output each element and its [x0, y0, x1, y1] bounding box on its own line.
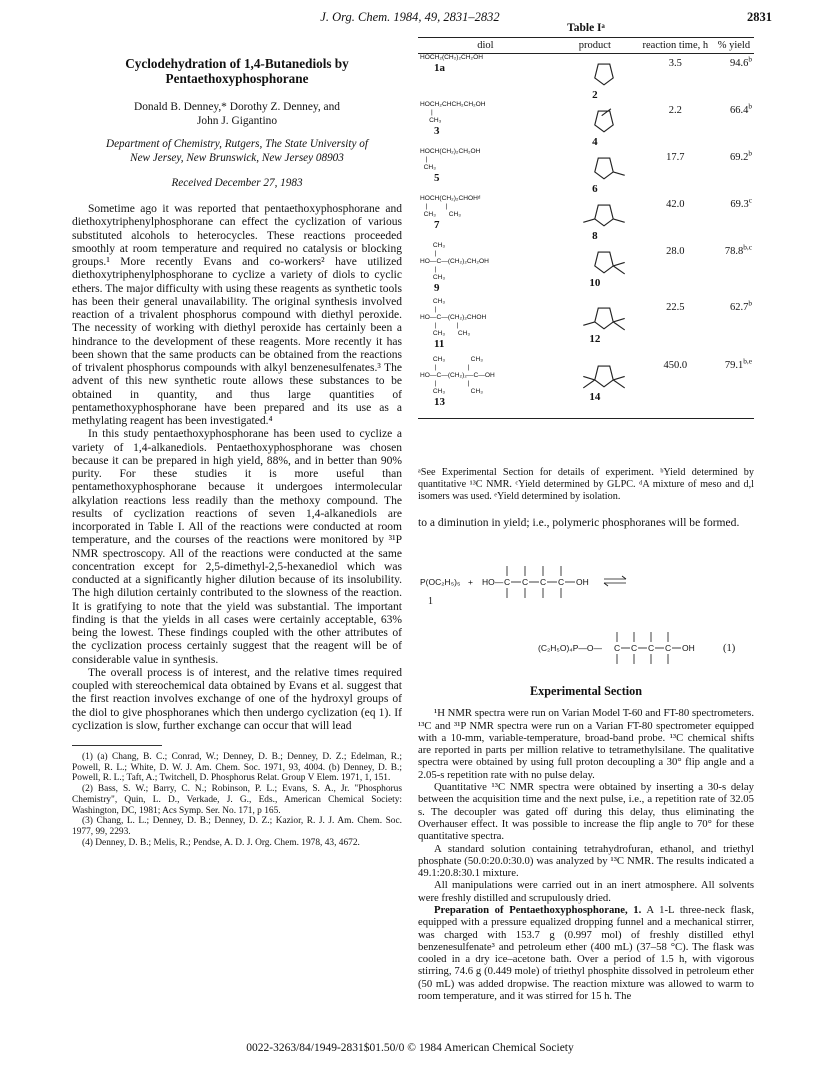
eq-plus: +: [468, 577, 473, 588]
footnote: (2) Bass, S. W.; Barry, C. N.; Robinson, P. L.; Evans, S. A., Jr. "Phosphorus Chemistry", Quin, L. D., Verkade, J. G., Eds., American Chemical Society: Washington, DC, 1981; Acs Symp. Ser. No. 171, p 165.: [72, 784, 402, 816]
authors: [72, 100, 402, 128]
right-column: [418, 22, 754, 1002]
table-row: [418, 148, 754, 195]
svg-text:C: C: [522, 577, 529, 588]
table-row: [418, 298, 754, 356]
diol-compound-number: 7: [434, 219, 440, 231]
title-line-1: Cyclodehydration of 1,4-Butanediols by: [125, 56, 349, 71]
affiliation-line-2: New Jersey, New Brunswick, New Jersey 08903: [130, 151, 344, 164]
footnote: (1) (a) Chang, B. C.; Conrad, W.; Denney, D. B.; Denney, D. Z.; Edelman, R.; Powell, R. L.; White, D. W. J. Am. Chem. Soc. 1971, 93, 4004. (b) Denney, D. B.; Powell, R. L.; Taft, A.; Twitchell, D. Phosphorus Relat. Group V Elem. 1971, 1, 151.: [72, 752, 402, 784]
product-cell: [553, 298, 637, 356]
eq-product-carbons: [614, 632, 695, 664]
table-footnote: ᵃSee Experimental Section for details of experiment. ᵇYield determined by quantitative ¹³C NMR. ᶜYield determined by GLPC. ᵈA mixture of meso and d,l isomers was used. ᵉYield determined by isolation.: [418, 467, 754, 502]
product-cell: [553, 54, 637, 102]
diol-cell: [418, 242, 553, 298]
diol-compound-number: 13: [434, 396, 445, 408]
diol-cell: [418, 356, 553, 419]
table-row: [418, 356, 754, 419]
diol-cell: [418, 298, 553, 356]
diol-structure: HOCH(CH₂)₂CHOHᵈ | | CH₃ CH₃: [420, 195, 481, 218]
reaction-time: 450.0: [637, 356, 714, 419]
product-compound-number: 6: [592, 183, 598, 195]
product-compound-number: 8: [592, 230, 598, 242]
product-cell: [553, 242, 637, 298]
thf-ring-structure: [555, 298, 635, 334]
svg-text:C: C: [558, 577, 565, 588]
table-caption: Table Iᵃ: [567, 22, 605, 34]
table-header-yield: % yield: [714, 38, 754, 54]
svg-text:OH: OH: [682, 643, 695, 654]
diol-cell: [418, 148, 553, 195]
percent-yield: 78.8$^{b,c}$: [724, 242, 752, 257]
footnotes: [72, 752, 402, 848]
diol-structure: CH₃ | HO—C—(CH₂)₂CHOH | | CH₃ CH₃: [420, 298, 487, 337]
percent-yield: 69.2$^b$: [729, 148, 752, 163]
prep-heading: Preparation of Pentaethoxyphosphorane, 1.: [434, 904, 642, 916]
body-paragraph: In this study pentaethoxyphosphorane has been used to cyclize a variety of 1,4-alkanediols. Pentaethoxyphosphorane was chosen because it can be prepared in high yield, 88%, and in better than 90% purity. For these studies it is more useful than pentamethoxyphosphorane because it undergoes intermolecular alkylation reactions less readily than the methoxy compound. The results of cyclization reactions of seven 1,4-alkanediols are incorporated in Table I. All of the reactions were conducted at room temperature, and the courses of the reactions were monitored by ³¹P NMR spectroscopy. All of the reactions were conducted at the same concentration except for 2,5-dimethyl-2,5-hexanediol which was conducted at a significantly higher dilution because of its insolubility. The high dilution certainly contributed to the slowness of the reaction. It is gratifying to note that the yield was substantial. The important finding is that the yields in all cases were certainly acceptable, 63% being the lowest. These findings coupled with the other attributes of the cyclization process certainly suggest that the reagent will be of considerable value in synthesis.: [72, 428, 402, 666]
eq-number: (1): [723, 643, 736, 655]
diol-compound-number: 1a: [434, 62, 445, 74]
table-row: [418, 242, 754, 298]
exp-paragraph: A standard solution containing tetrahydrofuran, ethanol, and triethyl phosphate (50.0:20.0:30.0) was analyzed by ¹³C NMR. The results indicated a 49.1:20.8:30.1 mixture.: [418, 842, 754, 880]
table-row: [418, 54, 754, 102]
received-date: Received December 27, 1983: [171, 177, 303, 189]
eq-arrow: [604, 576, 626, 586]
svg-text:OH: OH: [576, 577, 589, 588]
article-body: [72, 203, 402, 733]
table-row: [418, 195, 754, 242]
equation-1: [418, 530, 754, 670]
left-column: [72, 46, 402, 848]
product-compound-number: 14: [589, 391, 601, 403]
percent-yield: 62.7$^b$: [729, 298, 752, 313]
product-compound-number: 4: [592, 136, 598, 148]
reaction-time: 22.5: [666, 302, 685, 313]
diol-structure: HOCH₂CHCH₂CH₂OH | CH₃: [420, 101, 486, 124]
svg-text:C: C: [631, 643, 638, 654]
eq-diol-carbons: [504, 566, 589, 598]
table-1: [418, 37, 754, 419]
svg-text:C: C: [648, 643, 655, 654]
footnote: (4) Denney, D. B.; Melis, R.; Pendse, A. D. J. Org. Chem. 1978, 43, 4672.: [82, 837, 360, 848]
reaction-time: 2.2: [668, 105, 682, 116]
diol-cell: [418, 195, 553, 242]
eq-label-1: 1: [428, 596, 433, 608]
reaction-time: 28.0: [666, 246, 685, 257]
thf-ring-structure: [555, 195, 635, 231]
diol-compound-number: 9: [434, 282, 440, 294]
diol-compound-number: 5: [434, 172, 440, 184]
authors-line-2: John J. Gigantino: [196, 115, 278, 127]
product-cell: [553, 356, 637, 419]
diol-compound-number: 3: [434, 125, 440, 137]
experimental-heading: Experimental Section: [529, 684, 643, 699]
diol-structure: HOCH₂(CH₂)₂CH₂OH: [420, 54, 483, 61]
exp-paragraph: Quantitative ¹³C NMR spectra were obtained by inserting a 30-s delay between the acquisition time and the next pulse, i.e., a repetition rate of 32.05 s. The decoupler was gated off during this delay, thus eliminating the Overhauser effect. It was possible to increase the flip angle to 70° for these quantitative spectra.: [418, 781, 754, 843]
percent-yield: 79.1$^{b,e}$: [714, 356, 754, 419]
percent-yield: 94.6$^b$: [729, 54, 752, 69]
equation-structure: [418, 530, 754, 670]
experimental-body: [418, 707, 754, 1002]
footnote-rule: [72, 745, 162, 746]
product-compound-number: 2: [592, 89, 598, 101]
exp-paragraph: ¹H NMR spectra were run on Varian Model T-60 and FT-80 spectrometers. ¹³C and ³¹P NMR spectra were run on a Varian FT-80 spectrometer equipped with a 10-mm, variable-temperature, broad-band probe. ¹³C chemical shifts are reported in parts per million relative to tetramethylsilane. The qualitative spectra were obtained by using full proton decoupling a 30° flip angle and a 2.05-s repetition rate with no pulse delay.: [418, 707, 754, 781]
affiliation: [72, 138, 402, 165]
product-cell: [553, 195, 637, 242]
thf-ring-structure: [555, 242, 635, 278]
table-header-product: product: [553, 38, 637, 54]
exp-paragraph: All manipulations were carried out in an inert atmosphere. All solvents were freshly distilled and scrupulously dried.: [418, 879, 754, 904]
continuation-text: to a diminution in yield; i.e., polymeric phosphoranes will be formed.: [418, 517, 740, 529]
svg-text:C: C: [665, 643, 672, 654]
authors-line-1: Donald B. Denney,* Dorothy Z. Denney, and: [133, 101, 341, 113]
percent-yield: 69.3$^c$: [730, 195, 752, 210]
eq-reagent: P(OC₂H₅)₅: [420, 577, 461, 588]
svg-text:C: C: [540, 577, 547, 588]
product-compound-number: 12: [589, 333, 601, 345]
product-cell: [553, 101, 637, 148]
thf-ring-structure: [555, 54, 635, 90]
table-header-time: reaction time, h: [637, 38, 714, 54]
table-row: [418, 101, 754, 148]
reaction-time: 42.0: [666, 199, 685, 210]
diol-structure: CH₃ | HO—C—(CH₂)₂CH₂OH | CH₃: [420, 242, 489, 281]
article-title: [72, 56, 402, 86]
svg-text:C: C: [614, 643, 621, 654]
reaction-time: 17.7: [666, 152, 685, 163]
table-header-diol: diol: [418, 38, 553, 54]
product-cell: [553, 148, 637, 195]
product-compound-number: 10: [589, 277, 601, 289]
diol-cell: [418, 54, 553, 102]
diol-compound-number: 11: [434, 338, 445, 350]
diol-cell: [418, 101, 553, 148]
page-footer: 0022-3263/84/1949-2831$01.50/0 © 1984 American Chemical Society: [246, 1042, 574, 1054]
thf-ring-structure: [555, 356, 635, 392]
affiliation-line-1: Department of Chemistry, Rutgers, The State University of: [106, 138, 368, 150]
journal-citation: J. Org. Chem. 1984, 49, 2831–2832: [320, 10, 500, 24]
exp-paragraph: [418, 904, 754, 1002]
diol-structure: HOCH(CH₂)₂CH₂OH | CH₃: [420, 148, 481, 171]
title-line-2: Pentaethoxyphosphorane: [165, 71, 309, 86]
page-number: 2831: [747, 10, 772, 24]
diol-structure: CH₃ CH₃ | | HO—C—(CH₂)₂—C—OH | | CH₃ CH₃: [420, 356, 495, 395]
percent-yield: 66.4$^b$: [729, 101, 752, 116]
footnote: (3) Chang, L. L.; Denney, D. B.; Denney, D. Z.; Kazior, R. J. J. Am. Chem. Soc. 1977, 99, 2293.: [72, 816, 402, 837]
eq-product: (C₂H₅O)₄P—O—: [538, 643, 603, 654]
svg-text:C: C: [504, 577, 511, 588]
prep-text: A 1-L three-neck flask, equipped with a pressure equalized dropping funnel and a mechanical stirrer, was charged with 153.7 g (0.997 mol) of freshly distilled ethyl benzenesulfenate³ and petroleum ether (400 mL) (37–58 °C). The flask was cooled in a dry ice–acetone bath. Over a period of 1.5 h, with vigorous stirring, 74.6 g (0.449 mole) of triethyl phosphite dissolved in petroleum ether (50 mL) was added dropwise. The reaction mixture was allowed to warm to room temperature, and it was stirred for 15 h. The: [418, 904, 754, 1003]
body-paragraph: Sometime ago it was reported that pentaethoxyphosphorane and diethoxytriphenylphosphorane can effect the cyclization of various substituted alcohols to heterocycles. These reactions proceeded smoothly at room temperature and required no catalysis or blocking groups.¹ More recently Evans and co-workers² have utilized diethoxytriphenylphosphorane to cyclize a variety of diols to cyclic ethers. The major difficulty with using these reagents as synthetic tools has been their general unavailability. The original synthesis involved reaction of a trivalent phosphorus compound with diethyl peroxide. The necessity of working with diethyl peroxide has certainly been a hindrance to the development of these reagents. More recently it has been shown that the same products can be obtained from the reactions of trivalent phosphorus compounds with alkyl benzenesulfenates.³ The advent of this new synthetic route allows these substances to be obtained in quantity, and thus large quantities of pentamethoxyphosphorane have been prepared and its use as a methylating reagent has been investigated.⁴: [72, 203, 402, 427]
thf-ring-structure: [555, 148, 635, 184]
thf-ring-structure: [555, 101, 635, 137]
body-paragraph: The overall process is of interest, and the relative times required coupled with stereochemical data obtained by Evans et al. suggest that the first reaction involves exchange of one of the hydroxyl groups of the diol to give phosphoranes which then undergo cyclization (eq 1). If cyclization is slow, further exchange can occur that will lead: [72, 666, 402, 732]
eq-diol: HO—: [482, 577, 504, 588]
reaction-time: 3.5: [668, 58, 682, 69]
